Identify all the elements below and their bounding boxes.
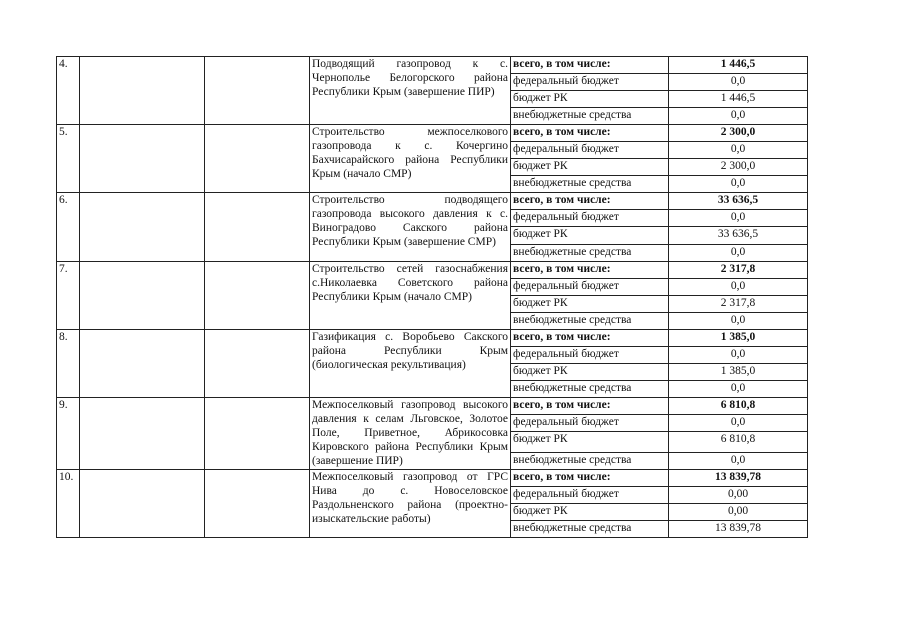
empty-cell [80, 57, 205, 125]
funding-value: 0,0 [669, 210, 808, 227]
funding-source-label: федеральный бюджет [511, 347, 669, 364]
funding-total-value: 13 839,78 [669, 470, 808, 487]
funding-source-label: бюджет РК [511, 227, 669, 245]
empty-cell [80, 125, 205, 193]
empty-cell [80, 193, 205, 262]
funding-total-value: 6 810,8 [669, 398, 808, 415]
project-name: Газификация с. Воробьево Сакского района Республики Крым (биологическая рекультивация) [310, 330, 511, 398]
funding-source-label: федеральный бюджет [511, 210, 669, 227]
funding-source-label: внебюджетные средства [511, 521, 669, 538]
funding-source-label: бюджет РК [511, 159, 669, 176]
item-number: 9. [57, 398, 80, 470]
funding-source-label: бюджет РК [511, 91, 669, 108]
funding-value: 13 839,78 [669, 521, 808, 538]
funding-total-value: 1 385,0 [669, 330, 808, 347]
empty-cell [205, 470, 310, 538]
funding-total-value: 1 446,5 [669, 57, 808, 74]
funding-value: 0,0 [669, 176, 808, 193]
funding-value: 0,0 [669, 381, 808, 398]
funding-total-label: всего, в том числе: [511, 57, 669, 74]
funding-value: 2 300,0 [669, 159, 808, 176]
funding-source-label: бюджет РК [511, 432, 669, 453]
empty-cell [205, 398, 310, 470]
funding-source-label: внебюджетные средства [511, 381, 669, 398]
empty-cell [80, 398, 205, 470]
item-number: 5. [57, 125, 80, 193]
project-name: Строительство межпоселкового газопровода к с. Кочергино Бахчисарайского района Республики Крым (начало СМР) [310, 125, 511, 193]
funding-total-value: 2 300,0 [669, 125, 808, 142]
funding-value: 6 810,8 [669, 432, 808, 453]
funding-value: 0,0 [669, 415, 808, 432]
funding-value: 0,0 [669, 347, 808, 364]
table-row-total [57, 125, 808, 142]
funding-total-label: всего, в том числе: [511, 262, 669, 279]
funding-value: 0,0 [669, 245, 808, 262]
funding-total-label: всего, в том числе: [511, 330, 669, 347]
funding-value: 0,0 [669, 74, 808, 91]
funding-value: 0,0 [669, 279, 808, 296]
project-name: Строительство сетей газоснабжения с.Николаевка Советского района Республики Крым (начало СМР) [310, 262, 511, 330]
project-name: Межпоселковый газопровод от ГРС Нива до с. Новоселовское Раздольненского района (проектно-изыскательские работы) [310, 470, 511, 538]
table-row-total [57, 193, 808, 210]
empty-cell [205, 193, 310, 262]
empty-cell [205, 125, 310, 193]
funding-source-label: федеральный бюджет [511, 74, 669, 91]
funding-table [56, 56, 808, 538]
table-row-total [57, 262, 808, 279]
empty-cell [205, 262, 310, 330]
empty-cell [80, 330, 205, 398]
funding-source-label: внебюджетные средства [511, 108, 669, 125]
table-row-total [57, 57, 808, 74]
item-number: 4. [57, 57, 80, 125]
funding-value: 33 636,5 [669, 227, 808, 245]
project-name: Строительство подводящего газопровода высокого давления к с. Виноградово Сакского района Республики Крым (завершение СМР) [310, 193, 511, 262]
funding-value: 0,00 [669, 487, 808, 504]
funding-source-label: федеральный бюджет [511, 279, 669, 296]
item-number: 8. [57, 330, 80, 398]
funding-source-label: федеральный бюджет [511, 415, 669, 432]
empty-cell [205, 57, 310, 125]
funding-value: 1 446,5 [669, 91, 808, 108]
table-row-total [57, 330, 808, 347]
funding-table-body [57, 57, 808, 538]
funding-total-label: всего, в том числе: [511, 125, 669, 142]
project-name: Межпоселковый газопровод высокого давления к селам Льговское, Золотое Поле, Приветное, Абрикосовка Кировского района Республики Крым (завершение ПИР) [310, 398, 511, 470]
funding-value: 2 317,8 [669, 296, 808, 313]
table-row-total [57, 398, 808, 415]
project-name: Подводящий газопровод к с. Чернополье Белогорского района Республики Крым (завершение ПИР) [310, 57, 511, 125]
funding-source-label: внебюджетные средства [511, 453, 669, 470]
table-row-total [57, 470, 808, 487]
funding-total-label: всего, в том числе: [511, 193, 669, 210]
funding-total-label: всего, в том числе: [511, 398, 669, 415]
funding-value: 0,0 [669, 108, 808, 125]
empty-cell [205, 330, 310, 398]
funding-value: 0,00 [669, 504, 808, 521]
funding-value: 0,0 [669, 142, 808, 159]
funding-value: 1 385,0 [669, 364, 808, 381]
funding-source-label: бюджет РК [511, 296, 669, 313]
funding-total-value: 33 636,5 [669, 193, 808, 210]
funding-source-label: федеральный бюджет [511, 142, 669, 159]
funding-total-value: 2 317,8 [669, 262, 808, 279]
item-number: 7. [57, 262, 80, 330]
funding-source-label: бюджет РК [511, 504, 669, 521]
item-number: 10. [57, 470, 80, 538]
funding-source-label: внебюджетные средства [511, 176, 669, 193]
funding-source-label: бюджет РК [511, 364, 669, 381]
item-number: 6. [57, 193, 80, 262]
funding-source-label: федеральный бюджет [511, 487, 669, 504]
funding-total-label: всего, в том числе: [511, 470, 669, 487]
empty-cell [80, 262, 205, 330]
funding-value: 0,0 [669, 453, 808, 470]
empty-cell [80, 470, 205, 538]
funding-source-label: внебюджетные средства [511, 313, 669, 330]
funding-value: 0,0 [669, 313, 808, 330]
funding-source-label: внебюджетные средства [511, 245, 669, 262]
